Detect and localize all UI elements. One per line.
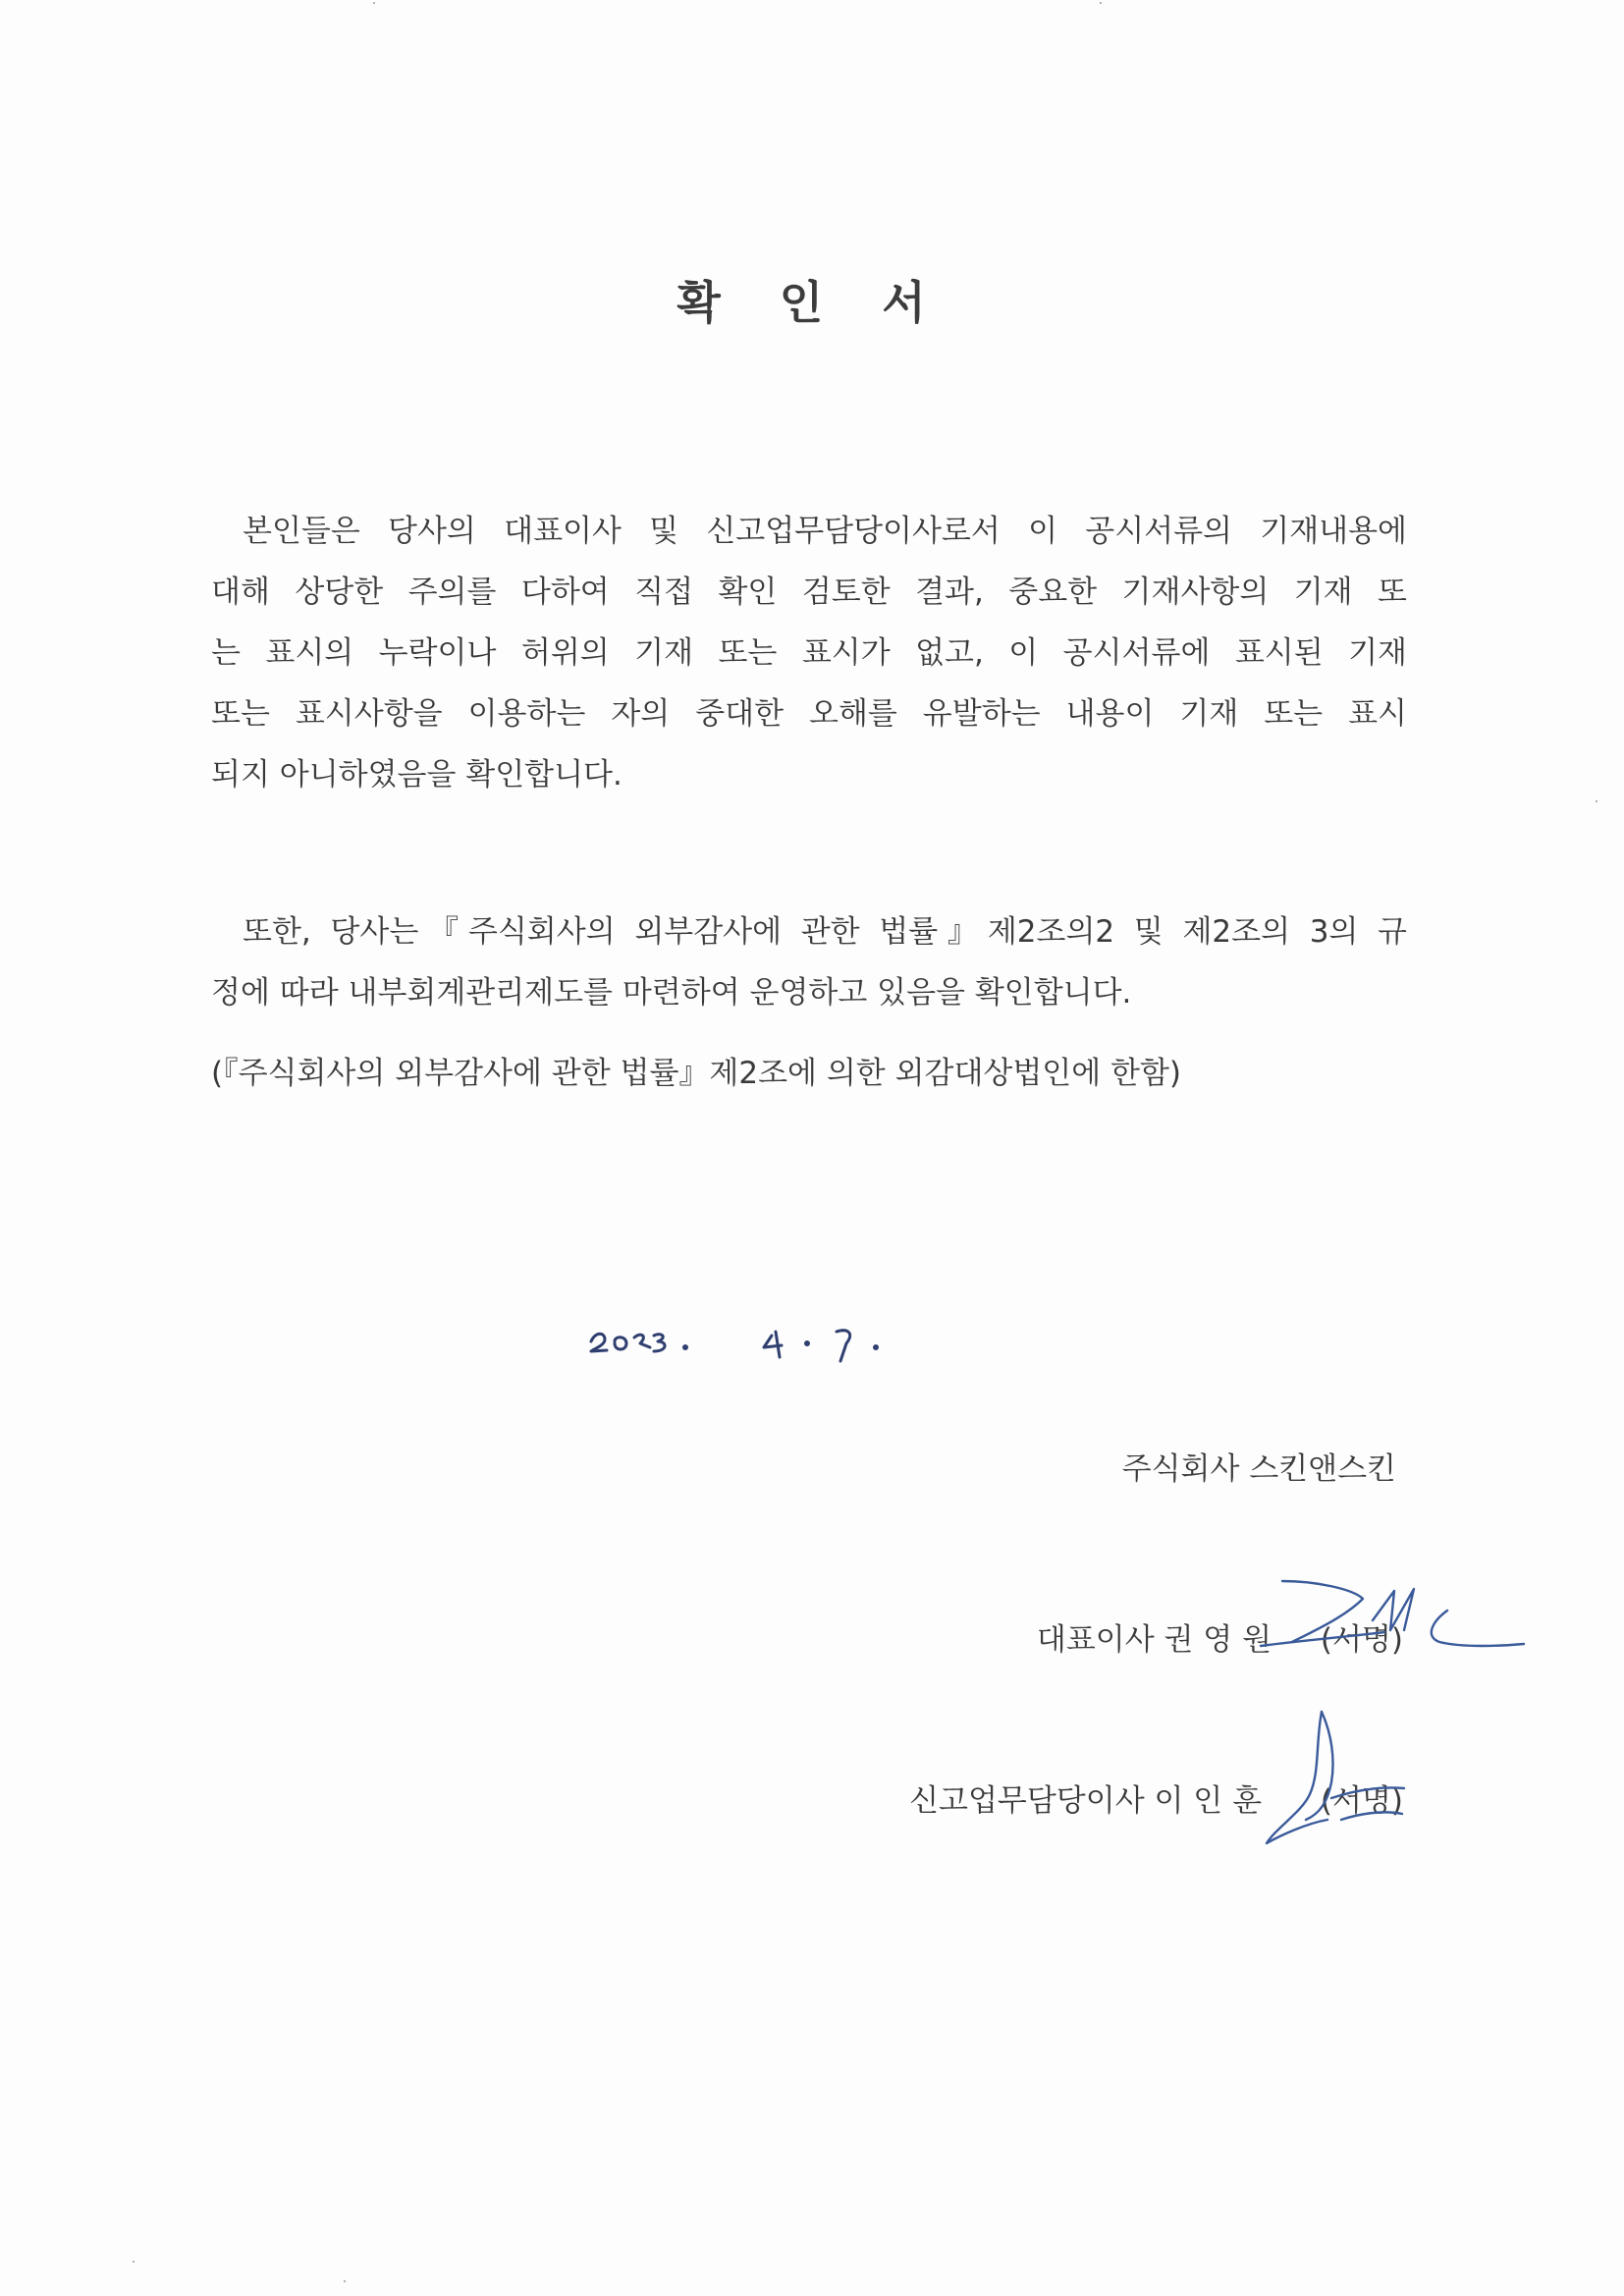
paragraph-line: 또한, 당사는『주식회사의 외부감사에 관한 법률』제2조의2 및 제2조의 3의 규: [243, 914, 1407, 950]
scan-speck: [133, 2261, 135, 2263]
officer-signature: [1237, 1704, 1434, 1861]
scan-speck: [373, 2, 375, 4]
paragraph-line: 본인들은 당사의 대표이사 및 신고업무담당이사로서 이 공시서류의 기재내용에: [243, 514, 1407, 549]
paragraph-line: 되지 아니하였음을 확인합니다.: [211, 757, 623, 793]
company-name: 주식회사 스킨앤스킨: [1121, 1451, 1396, 1487]
document-title: 확 인 서: [677, 276, 947, 329]
ceo-signature: [1247, 1571, 1532, 1689]
ceo-label: 대표이사 권 영 원: [1036, 1622, 1272, 1658]
paragraph-line: 는 표시의 누락이나 허위의 기재 또는 표시가 없고, 이 공시서류에 표시된 기재: [211, 635, 1407, 671]
handwritten-date: [550, 1296, 943, 1365]
applicability-note: [211, 1043, 1407, 1104]
scan-speck: [344, 2280, 346, 2282]
ceo-sign-mark: (서명): [1320, 1622, 1403, 1658]
confirmation-paragraph: [211, 501, 1407, 805]
scan-speck: [1596, 800, 1597, 802]
internal-control-paragraph: [211, 902, 1407, 1023]
officer-label: 신고업무담당이사 이 인 훈: [909, 1783, 1263, 1819]
scan-speck: [1100, 2, 1102, 4]
paragraph-line: 대해 상당한 주의를 다하여 직접 확인 검토한 결과, 중요한 기재사항의 기재 또: [211, 574, 1407, 610]
paragraph-line: 정에 따라 내부회계관리제도를 마련하여 운영하고 있음을 확인합니다.: [211, 975, 1132, 1011]
note-line: (『주식회사의 외부감사에 관한 법률』제2조에 의한 외감대상법인에 한함): [211, 1056, 1182, 1091]
officer-sign-mark: (서명): [1320, 1783, 1403, 1819]
paragraph-line: 또는 표시사항을 이용하는 자의 중대한 오해를 유발하는 내용이 기재 또는 표시: [211, 696, 1407, 732]
